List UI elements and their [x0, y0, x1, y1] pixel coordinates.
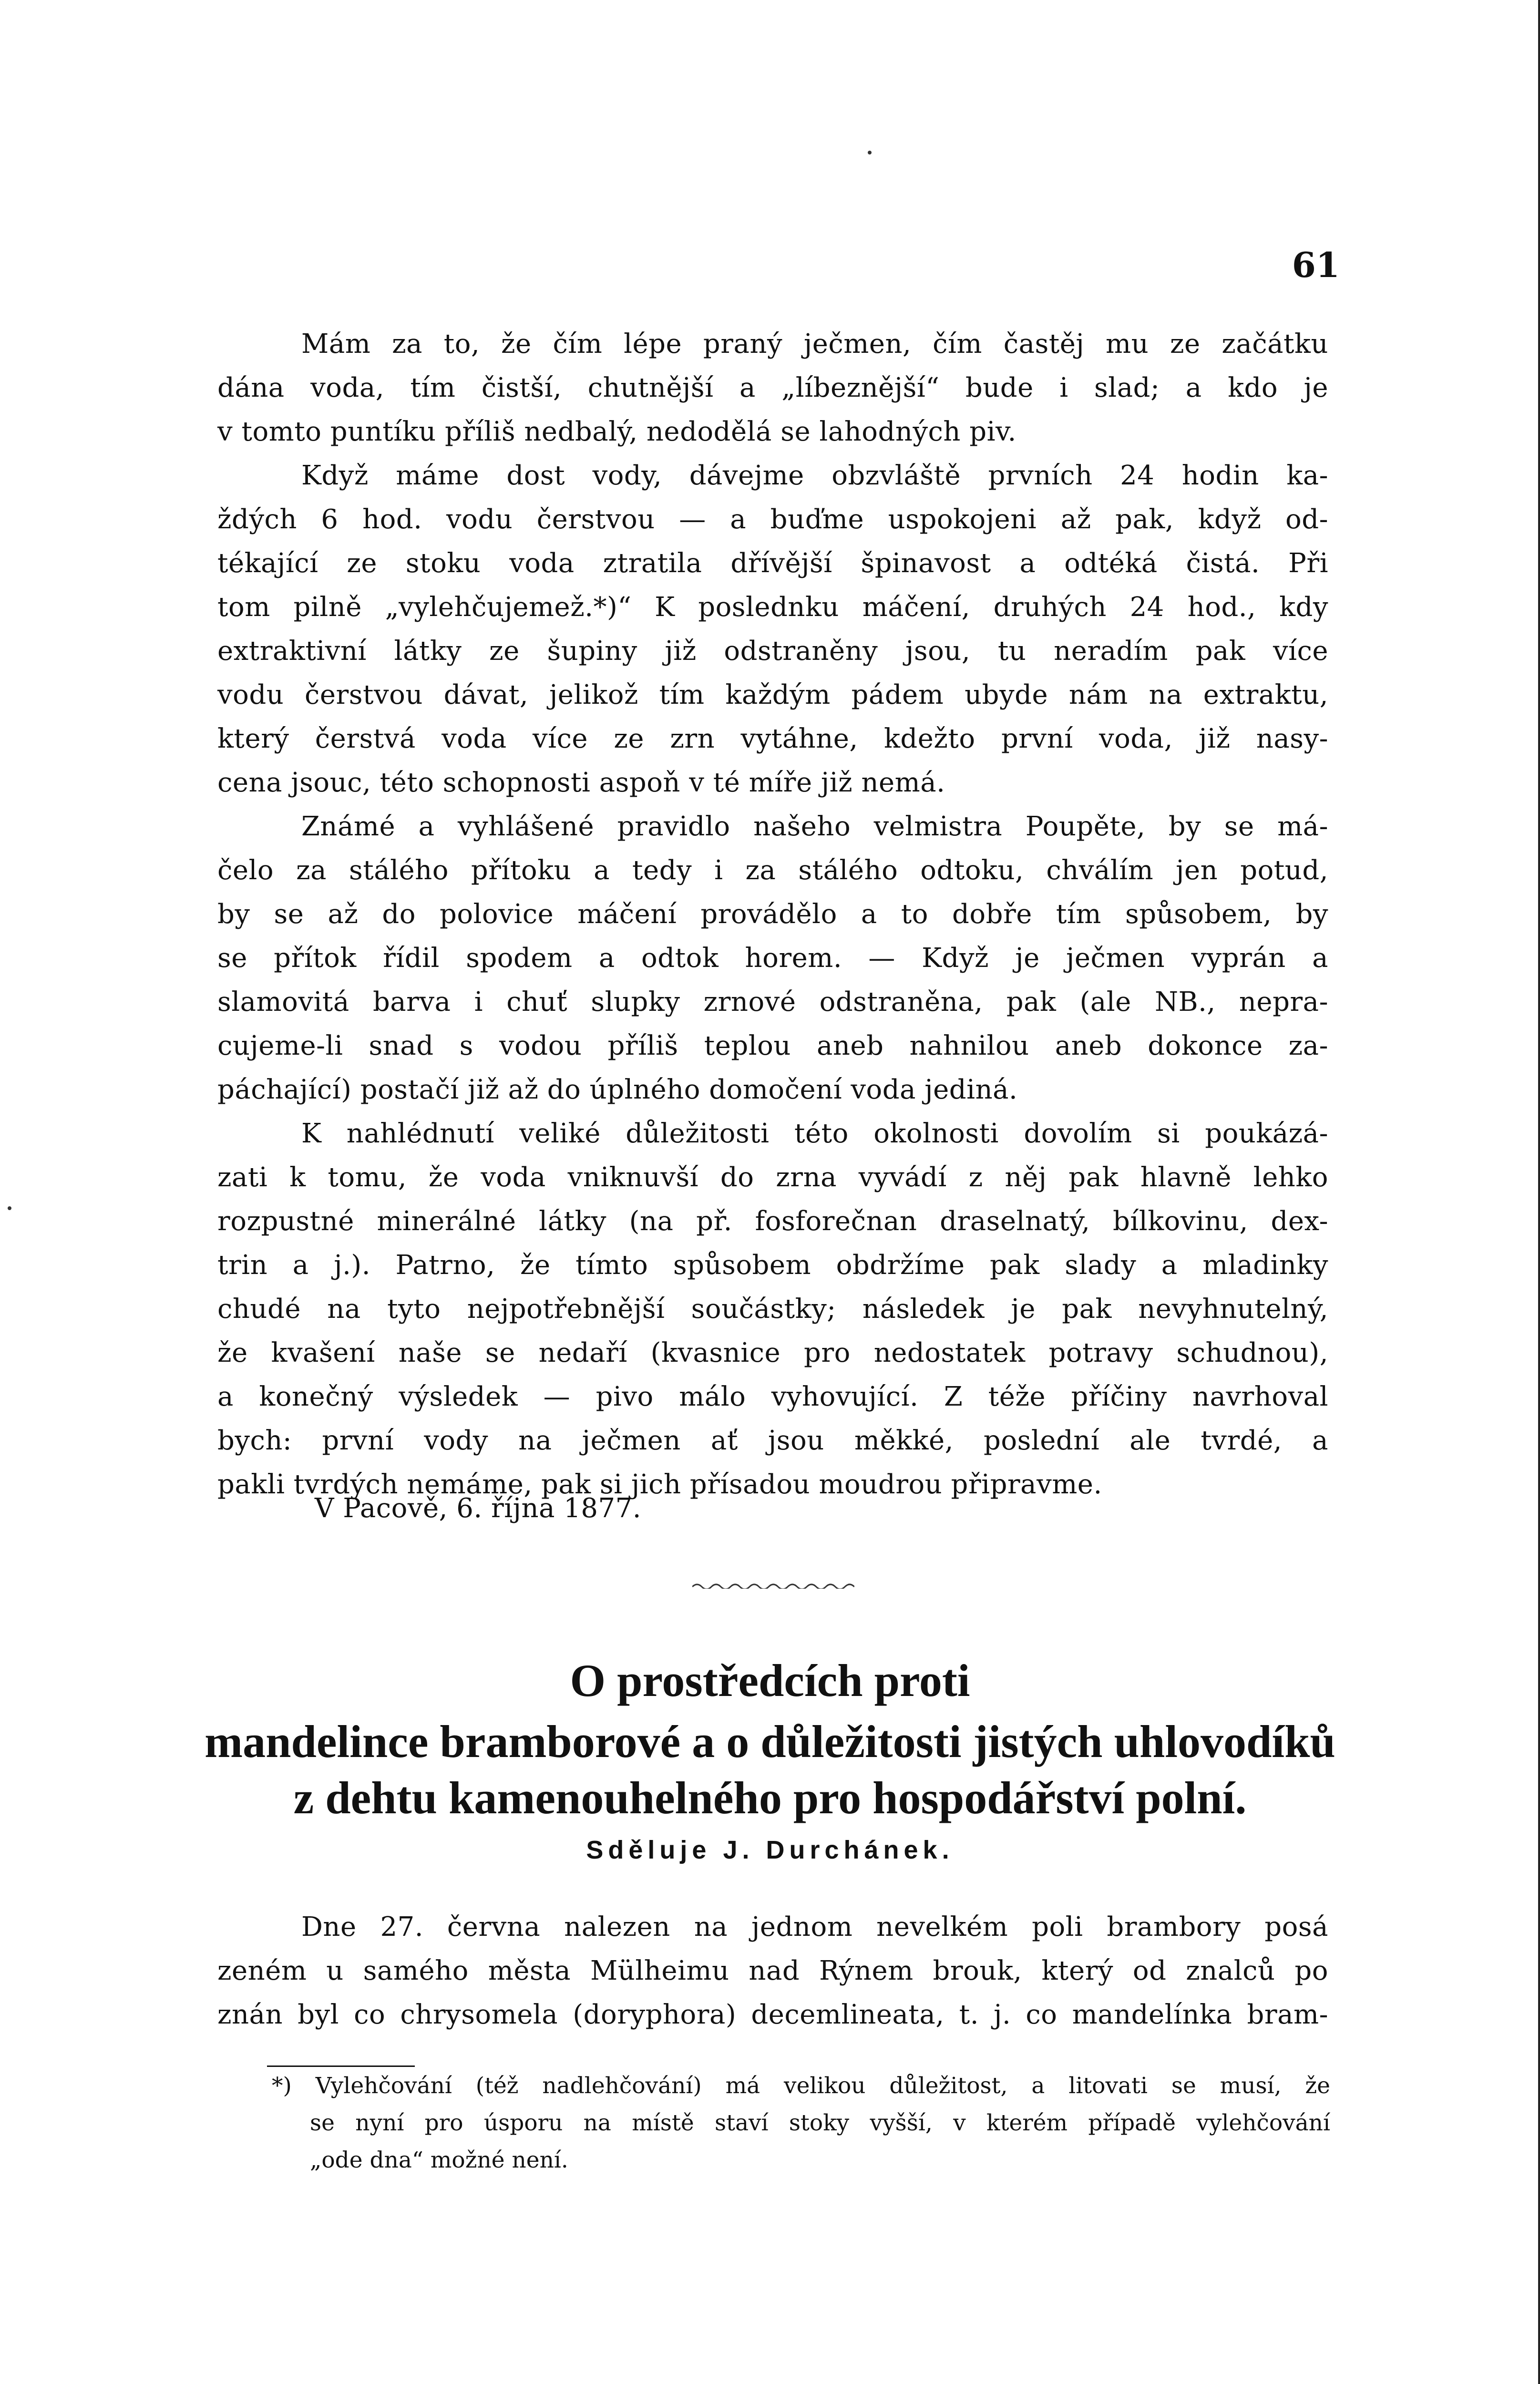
text-line: tékající ze stoku voda ztratila dřívější špinavost a odtéká čistá. Při	[217, 548, 1328, 579]
text-line: Dne 27. června nalezen na jednom nevelkém poli brambory posá	[301, 1911, 1328, 1942]
text-line: čelo za stálého přítoku a tedy i za stálého odtoku, chválím jen potud,	[217, 855, 1328, 886]
dateline: V Pacově, 6. října 1877.	[315, 1493, 642, 1524]
text-line: Když máme dost vody, dávejme obzvláště prvních 24 hodin ka-	[301, 460, 1328, 491]
page-edge	[1538, 0, 1540, 2384]
text-line: vodu čerstvou dávat, jelikož tím každým pádem ubyde nám na extraktu,	[217, 679, 1328, 710]
page-number: 61	[1292, 245, 1340, 285]
text-line: dána voda, tím čistší, chutnější a „líbeznější“ bude i slad; a kdo je	[217, 372, 1328, 403]
text-line: bych: první vody na ječmen ať jsou měkké, poslední ale tvrdé, a	[217, 1425, 1328, 1456]
text-line: K nahlédnutí veliké důležitosti této okolnosti dovolím si poukázá-	[301, 1118, 1328, 1149]
text-line: Známé a vyhlášené pravidlo našeho velmistra Poupěte, by se má-	[301, 811, 1328, 842]
text-line: se přítok řídil spodem a odtok horem. — Když je ječmen vyprán a	[217, 943, 1328, 974]
text-line: že kvašení naše se nedaří (kvasnice pro nedostatek potravy schudnou),	[217, 1337, 1328, 1368]
text-line: trin a j.). Patrno, že tímto spůsobem obdržíme pak slady a mladinky	[217, 1250, 1328, 1281]
footnote-rule	[267, 2065, 415, 2067]
text-line: Mám za to, že čím lépe praný ječmen, čím častěj mu ze začátku	[301, 329, 1328, 360]
text-line: pakli tvrdých nemáme, pak si jich přísadou moudrou připravme.	[217, 1469, 1102, 1500]
article-title-line: z dehtu kamenouhelného pro hospodářství polní.	[293, 1772, 1247, 1823]
text-line: v tomto puntíku příliš nedbalý, nedodělá se lahodných piv.	[217, 416, 1016, 447]
article-title-line: O prostředcích proti	[570, 1655, 970, 1706]
footnote-line: *) Vylehčování (též nadlehčování) má velikou důležitost, a litovati se musí, že	[272, 2073, 1330, 2099]
article-author: Sděluje J. Durchánek.	[586, 1836, 954, 1864]
text-line: který čerstvá voda více ze zrn vytáhne, kdežto první voda, již nasy-	[217, 723, 1328, 754]
text-line: znán byl co chrysomela (doryphora) decemlineata, t. j. co mandelínka bram-	[217, 1999, 1328, 2030]
text-line: slamovitá barva i chuť slupky zrnové odstraněna, pak (ale NB., nepra-	[217, 986, 1328, 1017]
text-line: zeném u samého města Mülheimu nad Rýnem brouk, který od znalců po	[217, 1955, 1328, 1986]
text-line: zati k tomu, že voda vniknuvší do zrna vyvádí z něj pak hlavně lehko	[217, 1162, 1328, 1193]
text-line: extraktivní látky ze šupiny již odstraněny jsou, tu neradím pak více	[217, 636, 1328, 667]
speck	[8, 1206, 11, 1210]
text-line: páchající) postačí již až do úplného domočení voda jediná.	[217, 1074, 1018, 1105]
speck	[868, 151, 872, 154]
text-line: ždých 6 hod. vodu čerstvou — a buďme uspokojeni až pak, když od-	[217, 504, 1328, 535]
article-title-line: mandelince bramborové a o důležitosti jistých uhlovodíků	[205, 1716, 1335, 1767]
footnote-line: „ode dna“ možné není.	[310, 2147, 568, 2173]
text-line: a konečný výsledek — pivo málo vyhovující. Z téže příčiny navrhoval	[217, 1381, 1328, 1412]
wavy-divider	[692, 1582, 854, 1589]
text-line: cujeme-li snad s vodou příliš teplou aneb nahnilou aneb dokonce za-	[217, 1030, 1328, 1061]
text-line: chudé na tyto nejpotřebnější součástky; následek je pak nevyhnutelný,	[217, 1294, 1328, 1325]
text-line: tom pilně „vylehčujemež.*)“ K poslednku máčení, druhých 24 hod., kdy	[217, 592, 1328, 623]
text-line: cena jsouc, této schopnosti aspoň v té míře již nemá.	[217, 767, 945, 798]
footnote-line: se nyní pro úsporu na místě staví stoky vyšší, v kterém případě vylehčování	[310, 2110, 1330, 2136]
text-line: rozpustné minerálné látky (na př. fosforečnan draselnatý, bílkovinu, dex-	[217, 1206, 1328, 1237]
text-line: by se až do polovice máčení provádělo a to dobře tím spůsobem, by	[217, 899, 1328, 930]
